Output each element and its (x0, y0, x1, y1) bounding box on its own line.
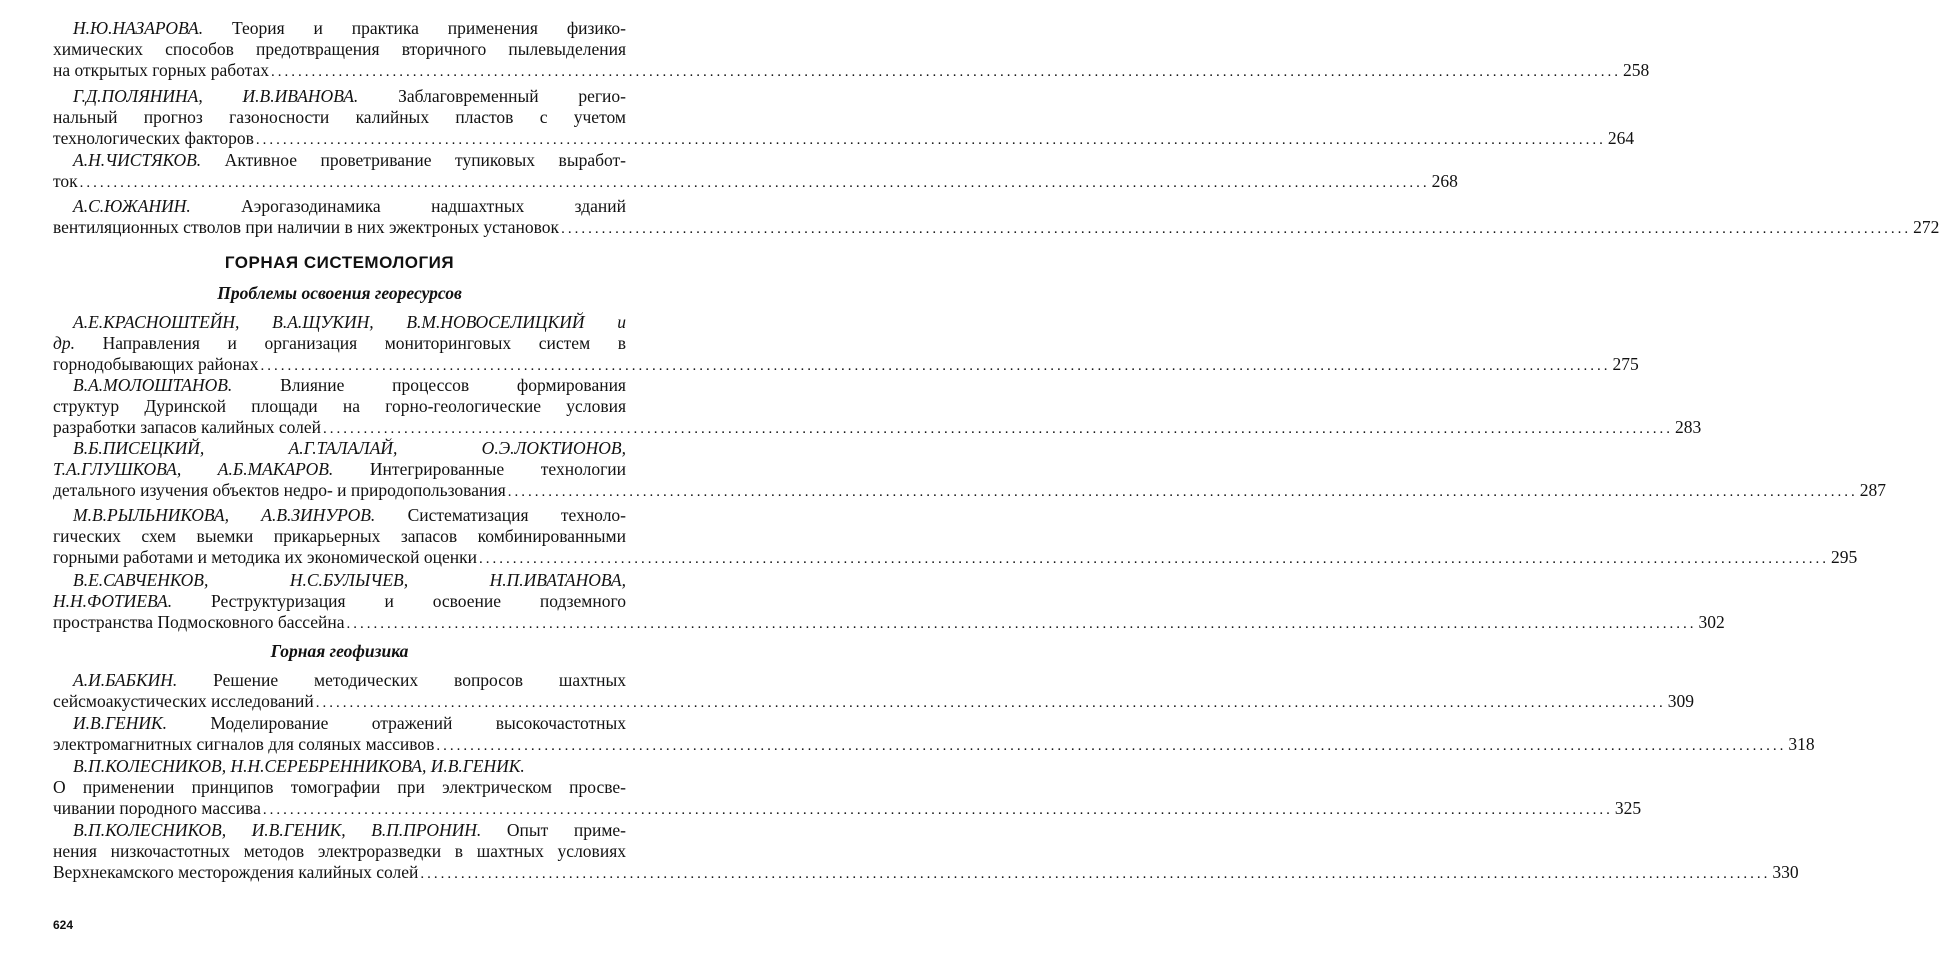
entry-authors: В.П.КОЛЕСНИКОВ, И.В.ГЕНИК, В.П.ПРОНИН. (73, 820, 482, 840)
entry-line (53, 820, 626, 841)
entry-title-text: Реструктуризация и освоение подземного (172, 591, 626, 611)
entry-title-text: Заблаговременный регио- (358, 86, 626, 106)
entry-line (53, 312, 626, 333)
page-number: 624 (53, 918, 74, 932)
entry-line (53, 171, 1458, 192)
toc-entry (53, 670, 1694, 712)
entry-authors: В.Б.ПИСЕЦКИЙ, А.Г.ТАЛАЛАЙ, О.Э.ЛОКТИОНОВ, (73, 438, 626, 458)
toc-entry (53, 756, 1642, 819)
entry-title-text: на открытых горных работах (53, 60, 270, 80)
leader-dots: ........................................................................................................................................................................................................ (507, 484, 1858, 500)
toc-entry (53, 713, 1815, 755)
entry-line (53, 86, 626, 107)
entry-title-text: Активное проветривание тупиковых выработ- (201, 150, 626, 170)
entry-line (53, 713, 626, 734)
entry-line (53, 480, 1887, 501)
entry-title-text: чивании породного массива (53, 798, 261, 818)
entry-authors: А.Е.КРАСНОШТЕЙН, В.А.ЩУКИН, В.М.НОВОСЕЛИЦКИЙ и (73, 312, 626, 332)
entry-line (53, 60, 1650, 81)
leader-dots: ........................................................................................................................................................................................................ (561, 221, 1912, 237)
entry-authors: В.П.КОЛЕСНИКОВ, Н.Н.СЕРЕБРЕННИКОВА, И.В.ГЕНИК. (73, 756, 525, 776)
entry-page-number: 268 (1431, 171, 1458, 191)
entry-line (53, 196, 626, 217)
leader-dots: ........................................................................................................................................................................................................ (479, 551, 1830, 567)
entry-title-text: детального изучения объектов недро- и природопользования (53, 480, 506, 500)
subsection-heading: Горная геофизика (270, 641, 409, 661)
toc-entry (53, 312, 1639, 375)
entry-line (53, 354, 1639, 375)
toc-entry (53, 196, 1939, 238)
entry-authors: Н.Ю.НАЗАРОВА. (73, 18, 204, 38)
entry-title-text: сейсмоакустических исследований (53, 691, 314, 711)
toc-entry (53, 86, 1635, 149)
entry-line (53, 591, 626, 612)
entry-title-text: пространства Подмосковного бассейна (53, 612, 345, 632)
leader-dots: ........................................................................................................................................................................................................ (271, 64, 1622, 80)
entry-line: О применении принципов томографии при электрическом просве- (53, 777, 626, 797)
entry-page-number: 318 (1788, 734, 1815, 754)
entry-authors: И.В.ГЕНИК. (73, 713, 167, 733)
entry-title-text: Опыт приме- (481, 820, 627, 840)
entry-title-text: разработки запасов калийных солей (53, 417, 322, 437)
entry-line (53, 734, 1815, 755)
entry-line (53, 375, 626, 396)
entry-title-text: Верхнекамского месторождения калийных солей (53, 862, 419, 882)
entry-page-number: 309 (1667, 691, 1694, 711)
entry-authors: Г.Д.ПОЛЯНИНА, И.В.ИВАНОВА. (73, 86, 359, 106)
entry-line (53, 670, 626, 691)
entry-page-number: 325 (1614, 798, 1642, 818)
entry-title-text: Аэрогазодинамика надшахтных зданий (190, 196, 626, 216)
entry-authors: Т.А.ГЛУШКОВА, А.Б.МАКАРОВ. (53, 459, 334, 479)
leader-dots: ........................................................................................................................................................................................................ (79, 175, 1430, 191)
entry-title-text: горными работами и методика их экономической оценки (53, 547, 478, 567)
entry-line: гических схем выемки прикарьерных запасов комбинированными (53, 526, 626, 546)
entry-page-number: 330 (1772, 862, 1799, 882)
entry-line (53, 691, 1694, 712)
entry-page-number: 264 (1607, 128, 1635, 148)
entry-page-number: 258 (1623, 60, 1650, 80)
toc-entry (53, 18, 1650, 81)
entry-page-number: 302 (1698, 612, 1725, 632)
entry-line (53, 798, 1642, 819)
entry-title-text: Решение методических вопросов шахтных (177, 670, 626, 690)
subsection-heading: Проблемы освоения георесурсов (217, 283, 462, 303)
entry-authors: А.И.БАБКИН. (73, 670, 178, 690)
entry-authors: А.С.ЮЖАНИН. (73, 196, 191, 216)
entry-line (53, 547, 1858, 568)
entry-title-text: Интегрированные технологии (333, 459, 626, 479)
entry-line (53, 505, 626, 526)
entry-line (53, 570, 626, 591)
entry-line: структур Дуринской площади на горно-геологические условия (53, 396, 626, 416)
toc-entry (53, 438, 1887, 501)
toc-entry (53, 570, 1725, 633)
entry-line (53, 150, 626, 171)
entry-line (53, 438, 626, 459)
entry-page-number: 272 (1913, 217, 1939, 237)
entry-title-text: Моделирование отражений высокочастотных (167, 713, 626, 733)
toc-entry (53, 150, 1458, 192)
leader-dots: ........................................................................................................................................................................................................ (420, 866, 1771, 882)
entry-line (53, 756, 626, 777)
entry-line: нальный прогноз газоносности калийных пластов с учетом (53, 107, 626, 127)
entry-authors: В.Е.САВЧЕНКОВ, Н.С.БУЛЫЧЕВ, Н.П.ИВАТАНОВА, (73, 570, 626, 590)
toc-entry (53, 375, 1702, 438)
leader-dots: ........................................................................................................................................................................................................ (315, 695, 1666, 711)
entry-line (53, 18, 626, 39)
entry-page-number: 287 (1859, 480, 1887, 500)
entry-line (53, 333, 626, 354)
leader-dots: ........................................................................................................................................................................................................ (260, 358, 1611, 374)
toc-entry (53, 820, 1799, 883)
entry-title-text: горнодобывающих районах (53, 354, 259, 374)
entry-page-number: 295 (1831, 547, 1858, 567)
entry-authors: М.В.РЫЛЬНИКОВА, А.В.ЗИНУРОВ. (73, 505, 376, 525)
entry-line (53, 128, 1635, 149)
entry-page-number: 283 (1675, 417, 1702, 437)
entry-authors: А.Н.ЧИСТЯКОВ. (73, 150, 202, 170)
entry-line (53, 862, 1799, 883)
entry-title-text: электромагнитных сигналов для соляных массивов (53, 734, 435, 754)
entry-authors: Н.Н.ФОТИЕВА. (53, 591, 173, 611)
entry-line (53, 417, 1702, 438)
entry-title-text: Теория и практика применения физико- (203, 18, 626, 38)
entry-title-text: Влияние процессов формирования (232, 375, 626, 395)
entry-line (53, 459, 626, 480)
leader-dots: ........................................................................................................................................................................................................ (262, 802, 1613, 818)
leader-dots: ........................................................................................................................................................................................................ (323, 421, 1674, 437)
entry-line (53, 217, 1939, 238)
entry-authors: В.А.МОЛОШТАНОВ. (73, 375, 233, 395)
entry-line: нения низкочастотных методов электроразведки в шахтных условиях (53, 841, 626, 861)
entry-title-text: Систематизация техноло- (375, 505, 627, 525)
entry-authors: др. (53, 333, 75, 353)
entry-title-text: ток (53, 171, 78, 191)
leader-dots: ........................................................................................................................................................................................................ (346, 616, 1697, 632)
leader-dots: ........................................................................................................................................................................................................ (436, 738, 1787, 754)
entry-title-text: вентиляционных стволов при наличии в них эжектроных установок (53, 217, 560, 237)
entry-line (53, 612, 1725, 633)
leader-dots: ........................................................................................................................................................................................................ (255, 132, 1606, 148)
entry-line: химических способов предотвращения вторичного пылевыделения (53, 39, 626, 59)
entry-title-text: Направления и организация мониторинговых систем в (74, 333, 626, 353)
toc-entry (53, 505, 1858, 568)
entry-title-text: технологических факторов (53, 128, 254, 148)
entry-page-number: 275 (1612, 354, 1639, 374)
section-heading: ГОРНАЯ СИСТЕМОЛОГИЯ (224, 253, 455, 272)
